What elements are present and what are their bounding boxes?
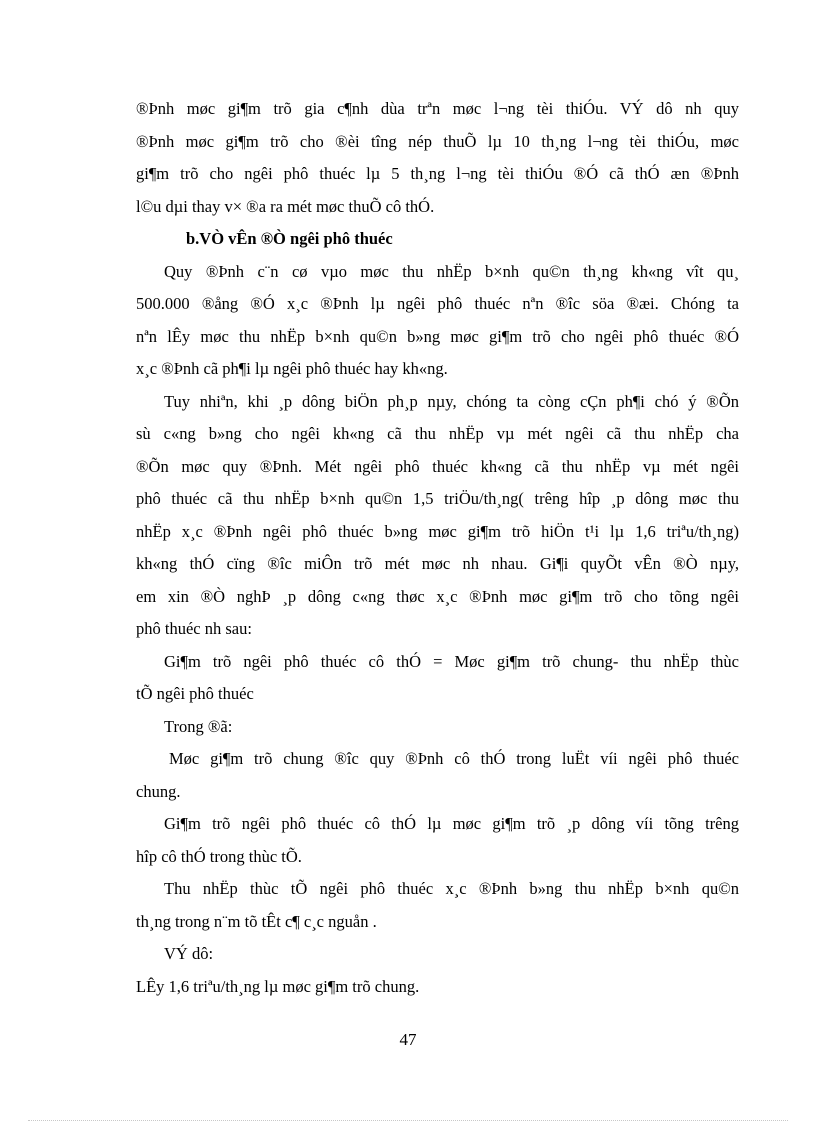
text-line: kh«ng thÓ cïng ®îc miÔn trõ mét møc nh nhau. Gi¶i quyÕt vÊn ®Ò nµy,	[136, 554, 739, 573]
text-line: Gi¶m trõ ngêi phô thuéc cô thÓ lµ møc gi¶m trõ ¸p dông víi tõng trêng	[164, 814, 739, 833]
text-line: hîp cô thÓ trong thùc tÕ.	[136, 846, 302, 866]
text-line: l©u dµi thay v× ®a ra mét møc thuÕ cô thÓ.	[136, 196, 435, 216]
text-line: tÕ ngêi phô thuéc	[136, 684, 254, 703]
text-line: ®Þnh møc gi¶m trõ cho ®èi tîng nép thuÕ lµ 10 th¸ng l¬ng tèi thiÓu, møc	[136, 131, 739, 151]
text-line: 500.000 ®ång ®Ó x¸c ®Þnh lµ ngêi phô thuéc nªn ®îc söa ®æi. Chóng ta	[136, 294, 739, 313]
text-line: Gi¶m trõ ngêi phô thuéc cô thÓ = Møc gi¶m trõ chung- thu nhËp thùc	[164, 651, 739, 671]
text-line: Møc gi¶m trõ chung ®îc quy ®Þnh cô thÓ trong luËt víi ngêi phô thuéc	[169, 749, 739, 768]
document-body	[136, 93, 739, 1003]
text-line: nªn lÊy møc thu nhËp b×nh qu©n b»ng møc gi¶m trõ cho ngêi phô thuéc ®Ó	[136, 326, 739, 346]
text-line: phô thuéc nh sau:	[136, 619, 252, 638]
text-line: Tuy nhiªn, khi ¸p dông biÖn ph¸p nµy, chóng ta còng cÇn ph¶i chó ý ®Õn	[164, 391, 739, 411]
text-line: ®Þnh møc gi¶m trõ gia c¶nh dùa trªn møc l¬ng tèi thiÓu. VÝ dô nh quy	[136, 99, 739, 118]
text-line: LÊy 1,6 triªu/th¸ng lµ møc gi¶m trõ chung.	[136, 976, 420, 996]
text-line: th¸ng trong n¨m tõ tÊt c¶ c¸c nguån .	[136, 911, 377, 931]
text-line: em xin ®Ò nghÞ ¸p dông c«ng thøc x¸c ®Þnh møc gi¶m trõ cho tõng ngêi	[136, 586, 739, 606]
text-line: ®Õn møc quy ®Þnh. Mét ngêi phô thuéc kh«ng cã thu nhËp vµ mét ngêi	[136, 456, 739, 476]
text-line: VÝ dô:	[164, 944, 214, 963]
page-number: 47	[399, 1030, 417, 1049]
section-heading: b.VÒ vÊn ®Ò ngêi phô thuéc	[186, 229, 393, 248]
text-line: Quy ®Þnh c¨n cø vµo møc thu nhËp b×nh qu©n th¸ng kh«ng vît qu¸	[164, 261, 739, 281]
text-line: x¸c ®Þnh cã ph¶i lµ ngêi phô thuéc hay kh«ng.	[136, 359, 448, 378]
text-line: Thu nhËp thùc tÕ ngêi phô thuéc x¸c ®Þnh b»ng thu nhËp b×nh qu©n	[164, 879, 739, 898]
text-line: sù c«ng b»ng cho ngêi kh«ng cã thu nhËp vµ mét ngêi cã thu nhËp cha	[136, 424, 739, 443]
text-line: nhËp x¸c ®Þnh ngêi phô thuéc b»ng møc gi¶m trõ hiÖn t¹i lµ 1,6 triªu/th¸ng)	[136, 521, 739, 541]
text-line: gi¶m trõ cho ngêi phô thuéc lµ 5 th¸ng l¬ng tèi thiÓu ®Ó cã thÓ æn ®Þnh	[136, 164, 739, 183]
text-line: phô thuéc cã thu nhËp b×nh qu©n 1,5 triÖu/th¸ng( trêng hîp ¸p dông møc thu	[136, 489, 739, 508]
text-line: chung.	[136, 781, 181, 801]
page-bottom-rule	[28, 1120, 788, 1121]
text-line: Trong ®ã:	[164, 716, 233, 736]
